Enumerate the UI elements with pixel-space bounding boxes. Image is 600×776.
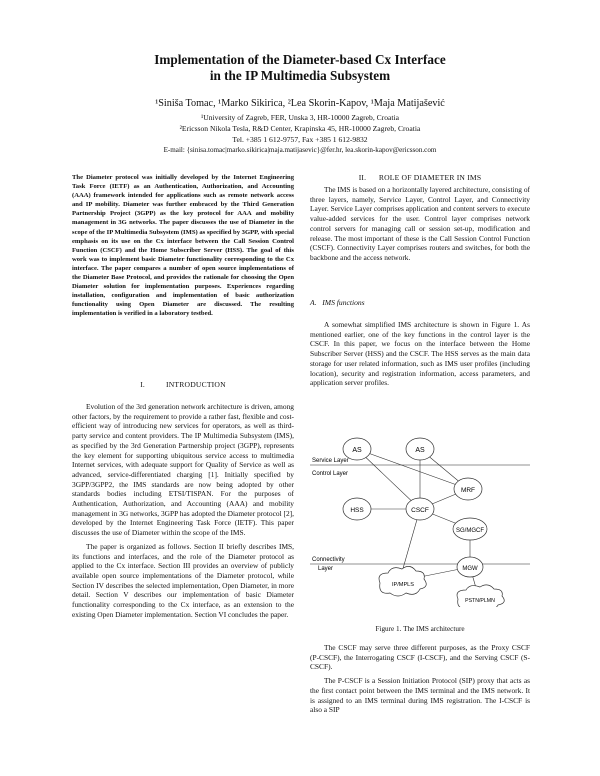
service-layer-label: Service Layer [312,458,349,464]
cscf-label: CSCF [411,507,429,514]
intro-paragraph-2: The paper is organized as follows. Section II briefly describes IMS, its functions and interfaces, and the role of the Diameter protocol as applied to the Cx interface. Section III provides an overview of publicly available open source implementations of the Diameter protocol, while Section IV describes the selected implementation, Open Diameter, in more detail. Section V describes our implementation of basic Diameter functionality corresponding to the Cx interface, as an extension to the existing Open Diameter implementation. Section VI concludes the paper. [72,541,294,619]
ims-architecture-figure [310,437,530,607]
contact-phone: Tel. +385 1 612-9757, Fax +385 1 612-9832 [232,135,368,144]
affiliation-1: ¹University of Zagreb, FER, Unska 3, HR-10000 Zagreb, Croatia [201,113,399,122]
subsection-a-body [310,320,530,388]
section-2-heading: II. ROLE OF DIAMETER IN IMS [358,173,482,182]
pstn-plmn-label: PSTN/PLMN [465,598,495,604]
ims-architecture-diagram [310,437,530,607]
mgw-label: MGW [462,566,478,572]
control-layer-label: Control Layer [312,471,349,477]
paper-title [60,52,540,84]
hss-label: HSS [350,507,364,514]
section-2-intro [310,185,530,263]
ip-mpls-label: IP/MPLS [391,582,415,588]
connectivity-layer-label-1: Connectivity [312,557,345,563]
section-1-heading: I. INTRODUCTION [140,380,226,389]
subsection-a-heading: A. IMS functions [310,298,365,307]
section-1-body [72,402,294,619]
contact-email: E-mail: {sinisa.tomac|marko.sikirica|maja.matijasevic}@fer.hr, lea.skorin-kapov@ericsson.com [163,146,437,154]
ims-functions-paragraph: A somewhat simplified IMS architecture is shown in Figure 1. As mentioned earlier, one of the key functions in the control layer is the CSCF. In this paper, we focus on the interface between the Home Subscriber Server (HSS) and the CSCF. The HSS serves as the main data storage for user related information, such as IMS user profiles (including location), security and registration information, access parameters, and application server profiles. [310,320,530,388]
title-line-2: in the IP Multimedia Subsystem [209,68,391,83]
as-label-1: AS [352,447,362,454]
mrf-label: MRF [460,487,476,494]
p-cscf-paragraph: The P-CSCF is a Session Initiation Protocol (SIP) proxy that acts as the first contact point between the IMS terminal and the IMS network. It is assigned to an IMS terminal during IMS registration. The I-CSCF is also a SIP [310,676,530,715]
abstract [72,173,294,319]
connectivity-layer-label-2: Layer [318,566,334,572]
figure-1-caption: Figure 1. The IMS architecture [375,625,465,633]
abstract-text: The Diameter protocol was initially developed by the Internet Engineering Task Force (IETF) as an Authentication, Authorization, and Accounting (AAA) framework intended for applications such as remote network access and IP mobility. Diameter was further embraced by the Third Generation Partnership Project (3GPP) as the key protocol for AAA and mobility management in 3G networks. The paper discusses the use of Diameter in the scope of the IP Multimedia Subsystem (IMS) as specified by 3GPP, with special emphasis on its use on the Cx interface between the Call Session Control Function (CSCF) and the Home Subscriber Server (HSS). The goal of this work was to implement basic Diameter functionality corresponding to the Cx interface. The paper compares a number of open source implementations of the Diameter Base Protocol, and provides the rationale for choosing the Open Diameter solution for implementation purposes. Experiences regarding installation, configuration and implementation of basic authorization functionality using Open Diameter are discussed. The resulting implementation is verified in a laboratory testbed. [72,174,294,318]
ims-layers-paragraph: The IMS is based on a horizontally layered architecture, consisting of three layers, namely, Service Layer, Control Layer, and Connectivity Layer. Service Layer comprises application and content servers to execute value-added services for the user. Control layer comprises network control servers for managing call or session set-up, modification and release. The most important of these is the Call Session Control Function (CSCF). Connectivity Layer comprises routers and switches, for both the backbone and the access network. [310,185,530,262]
intro-paragraph-1: Evolution of the 3rd generation network architecture is driven, among other factors, by the requirement to provide a rather fast, flexible and cost-efficient way of introducing new services for operators, as well as third-party service and content providers. The IP Multimedia Subsystem (IMS), as specified by the 3rd Generation Partnership project (3GPP), represents the key element for supporting ubiquitous service access to multimedia Internet services, with adequate support for Quality of Service as well as advanced, service-differentiated charging [1]. Initially specified by 3GPP/3GPP2, the IMS standards are now being adopted by other standards bodies including ETSI/TISPAN. For the purposes of Authentication, Authorization, and Accounting (AAA) and mobility management in 3G networks, 3GPP has adopted the Diameter protocol [2], developed by the Internet Engineering Task Force (IETF). This paper discusses the use of Diameter within the scope of the IMS. [72,402,294,538]
section-2-continued [310,643,530,715]
cscf-purposes-paragraph: The CSCF may serve three different purposes, as the Proxy CSCF (P-CSCF), the Interrogating CSCF (I-CSCF), and the Serving CSCF (S-CSCF). [310,643,530,672]
author-list: ¹Siniša Tomac, ¹Marko Sikirica, ²Lea Skorin-Kapov, ¹Maja Matijašević [155,98,445,109]
title-line-1: Implementation of the Diameter-based Cx Interface [154,52,446,67]
affiliation-2: ²Ericsson Nikola Tesla, R&D Center, Krapinska 45, HR-10000 Zagreb, Croatia [179,124,421,133]
sgmgcf-label: SG/MGCF [456,528,484,534]
as-label-2: AS [415,447,425,454]
